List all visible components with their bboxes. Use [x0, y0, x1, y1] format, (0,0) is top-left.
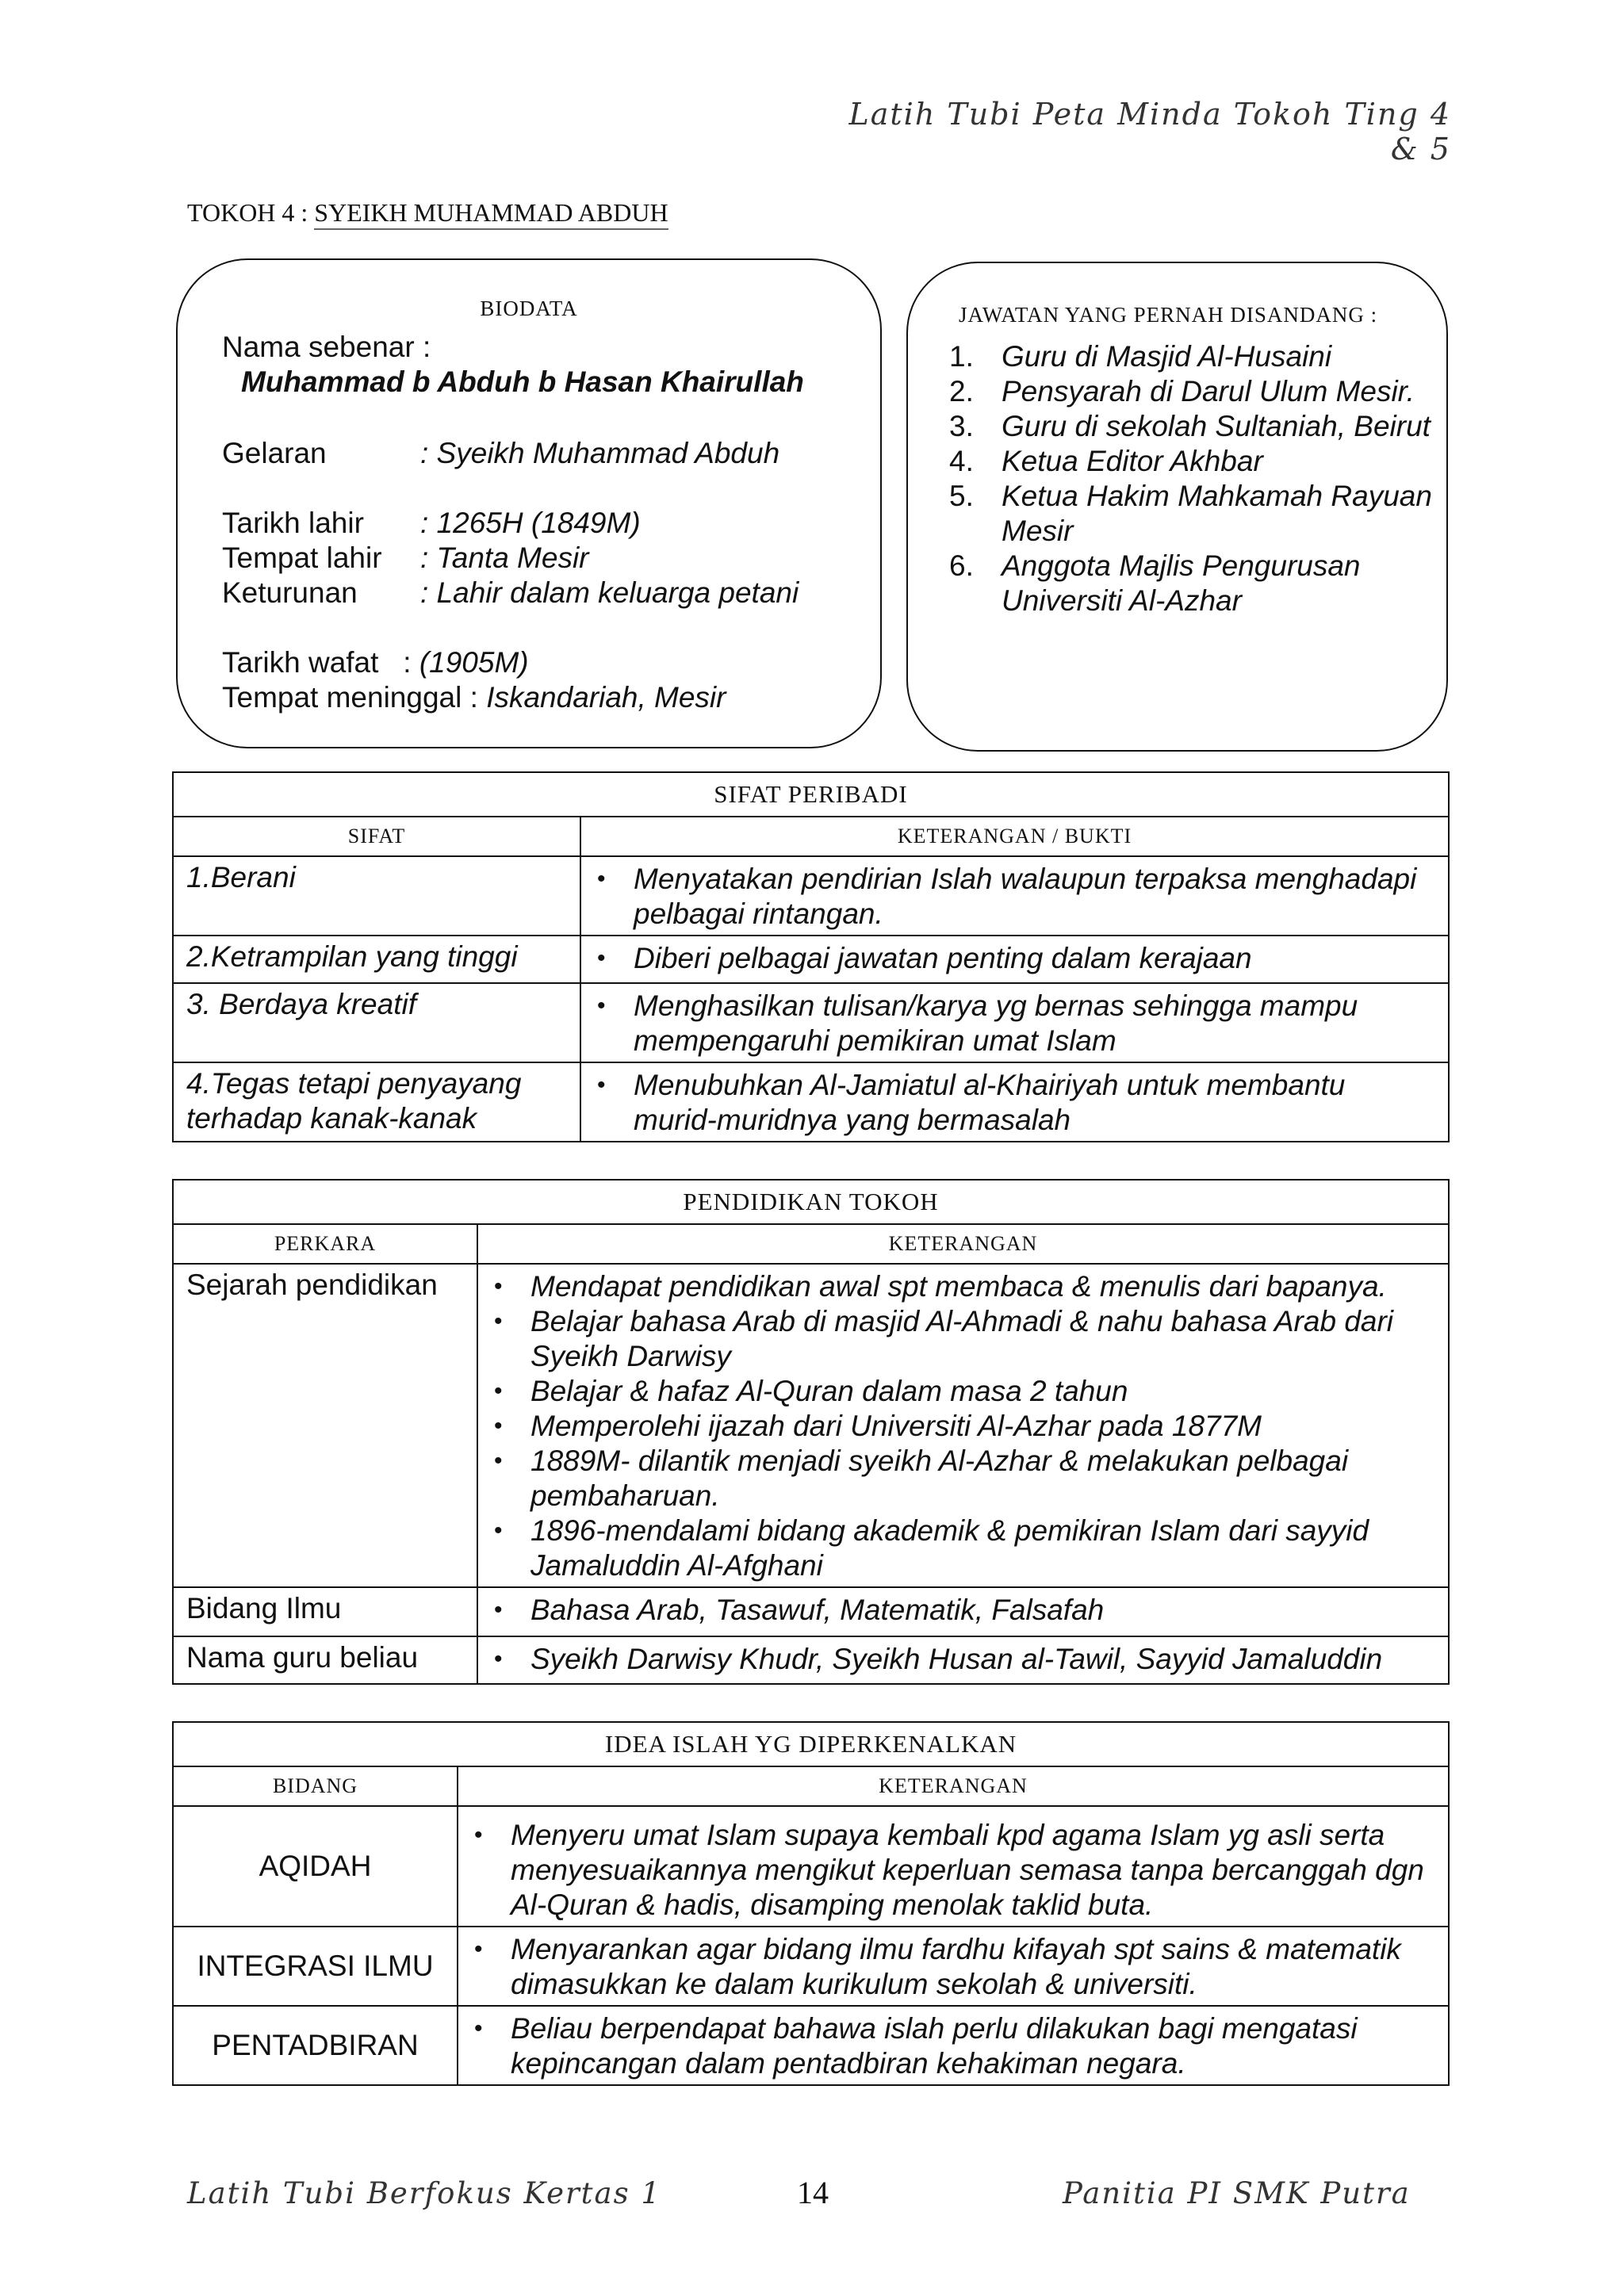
tempat-meninggal-value: Iskandariah, Mesir — [486, 681, 726, 714]
list-item: 5. Ketua Hakim Mahkamah Rayuan Mesir — [949, 480, 1432, 547]
tempat-lahir-row — [222, 541, 589, 576]
table-row — [173, 1587, 1449, 1636]
tokoh-name: SYEIKH MUHAMMAD ABDUH — [314, 198, 668, 230]
pendidikan-table — [172, 1179, 1450, 1685]
table-row: PENTADBIRAN • Beliau berpendapat bahawa islah perlu dilakukan bagi mengatasi kepincangan dalam pentadbiran kehakiman negara. — [173, 2006, 1449, 2085]
perkara-col-header: PERKARA — [173, 1224, 477, 1264]
tempat-lahir-value: : Tanta Mesir — [420, 541, 589, 574]
page-number: 14 — [797, 2175, 829, 2210]
jawatan-box — [906, 262, 1448, 752]
bidang-pentadbiran: PENTADBIRAN — [173, 2006, 458, 2085]
gelaran-label: Gelaran — [222, 437, 327, 469]
list-item: • Belajar & hafaz Al-Quran dalam masa 2 tahun — [480, 1374, 1435, 1409]
jawatan-title: JAWATAN YANG PERNAH DISANDANG : — [959, 303, 1378, 327]
list-item: 3. Guru di sekolah Sultaniah, Beirut — [949, 410, 1431, 442]
gelaran-value: : Syeikh Muhammad Abduh — [420, 437, 780, 469]
footer-left: Latih Tubi Berfokus Kertas 1 — [187, 2176, 661, 2210]
list-item: • 1896-mendalami bidang akademik & pemikiran Islam dari sayyid Jamaluddin Al-Afghani — [480, 1513, 1435, 1583]
table-row: 2.Ketrampilan yang tinggi • Diberi pelbagai jawatan penting dalam kerajaan — [173, 936, 1449, 983]
sifat-col-header: SIFAT — [173, 817, 580, 856]
keturunan-label: Keturunan — [222, 576, 358, 609]
table-row: 1.Berani • Menyatakan pendirian Islah walaupun terpaksa menghadapi pelbagai rintangan. — [173, 856, 1449, 936]
tarikh-lahir-row — [222, 506, 641, 541]
footer-right: Panitia PI SMK Putra — [1063, 2176, 1411, 2210]
tarikh-wafat-label: Tarikh wafat : — [222, 646, 412, 679]
sifat-title: SIFAT PERIBADI — [173, 772, 1449, 817]
nama-label: Nama sebenar : — [222, 331, 431, 363]
list-item: 1. Guru di Masjid Al-Husaini — [949, 340, 1332, 373]
list-item: 2. Pensyarah di Darul Ulum Mesir. — [949, 375, 1415, 408]
tarikh-lahir-label: Tarikh lahir — [222, 507, 364, 539]
sifat-table — [172, 771, 1450, 1142]
tempat-meninggal-label: Tempat meninggal : — [222, 681, 478, 714]
biodata-title: BIODATA — [480, 297, 578, 320]
bukti-col-header: KETERANGAN / BUKTI — [580, 817, 1449, 856]
idea-table — [172, 1721, 1450, 2086]
tempat-lahir-label: Tempat lahir — [222, 541, 382, 574]
table-row: AQIDAH • Menyeru umat Islam supaya kembali kpd agama Islam yg asli serta menyesuaikannya mengikut keperluan semasa tanpa bercanggah dgn Al-Quran & hadis, disamping menolak taklid buta. — [173, 1806, 1449, 1927]
idea-title: IDEA ISLAH YG DIPERKENALKAN — [173, 1722, 1449, 1766]
bidang-aqidah: AQIDAH — [173, 1806, 458, 1927]
sejarah-list — [480, 1269, 1435, 1583]
keturunan-value: : Lahir dalam keluarga petani — [420, 576, 799, 609]
tarikh-wafat-row — [222, 645, 529, 680]
table-row: 3. Berdaya kreatif • Menghasilkan tulisan/karya yg bernas sehingga mampu mempengaruhi pemikiran umat Islam — [173, 983, 1449, 1062]
bidang-ilmu-value: • Bahasa Arab, Tasawuf, Matematik, Falsafah — [480, 1593, 1435, 1628]
header-note: Latih Tubi Peta Minda Tokoh Ting 4 & 5 — [848, 97, 1451, 166]
biodata-box — [176, 258, 882, 748]
tarikh-lahir-value: : 1265H (1849M) — [420, 507, 641, 539]
jawatan-list — [949, 339, 1433, 618]
bidang-ilmu-label: Bidang Ilmu — [173, 1587, 477, 1636]
list-item: 6. Anggota Majlis Pengurusan Universiti Al-Azhar — [949, 549, 1361, 617]
table-row — [173, 1264, 1449, 1587]
bidang-col-header: BIDANG — [173, 1766, 458, 1806]
list-item: • Belajar bahasa Arab di masjid Al-Ahmadi & nahu bahasa Arab dari Syeikh Darwisy — [480, 1304, 1435, 1374]
table-row: INTEGRASI ILMU • Menyarankan agar bidang ilmu fardhu kifayah spt sains & matematik dimasukkan ke dalam kurikulum sekolah & universiti. — [173, 1927, 1449, 2006]
page-title — [187, 198, 668, 228]
keturunan-row — [222, 576, 799, 610]
guru-label: Nama guru beliau — [173, 1636, 477, 1684]
table-row — [173, 1636, 1449, 1684]
tokoh-prefix: TOKOH 4 : — [187, 198, 315, 227]
tarikh-wafat-value: (1905M) — [419, 646, 529, 679]
table-row: 4.Tegas tetapi penyayang terhadap kanak-kanak • Menubuhkan Al-Jamiatul al-Khairiyah untuk membantu murid-muridnya yang bermasalah — [173, 1062, 1449, 1142]
list-item: • Memperolehi ijazah dari Universiti Al-Azhar pada 1877M — [480, 1409, 1435, 1444]
pendidikan-title: PENDIDIKAN TOKOH — [173, 1180, 1449, 1224]
list-item: • 1889M- dilantik menjadi syeikh Al-Azhar & melakukan pelbagai pembaharuan. — [480, 1444, 1435, 1513]
guru-value: • Syeikh Darwisy Khudr, Syeikh Husan al-Tawil, Sayyid Jamaluddin — [480, 1642, 1435, 1677]
sejarah-label: Sejarah pendidikan — [173, 1264, 477, 1587]
gelaran-row — [222, 436, 779, 471]
list-item: • Mendapat pendidikan awal spt membaca & menulis dari bapanya. — [480, 1269, 1435, 1304]
tempat-meninggal-row — [222, 680, 726, 715]
bidang-integrasi: INTEGRASI ILMU — [173, 1927, 458, 2006]
list-item: 4. Ketua Editor Akhbar — [949, 445, 1263, 477]
idea-keterangan-col-header: KETERANGAN — [458, 1766, 1449, 1806]
keterangan-col-header: KETERANGAN — [477, 1224, 1449, 1264]
nama-value: Muhammad b Abduh b Hasan Khairullah — [241, 365, 804, 398]
